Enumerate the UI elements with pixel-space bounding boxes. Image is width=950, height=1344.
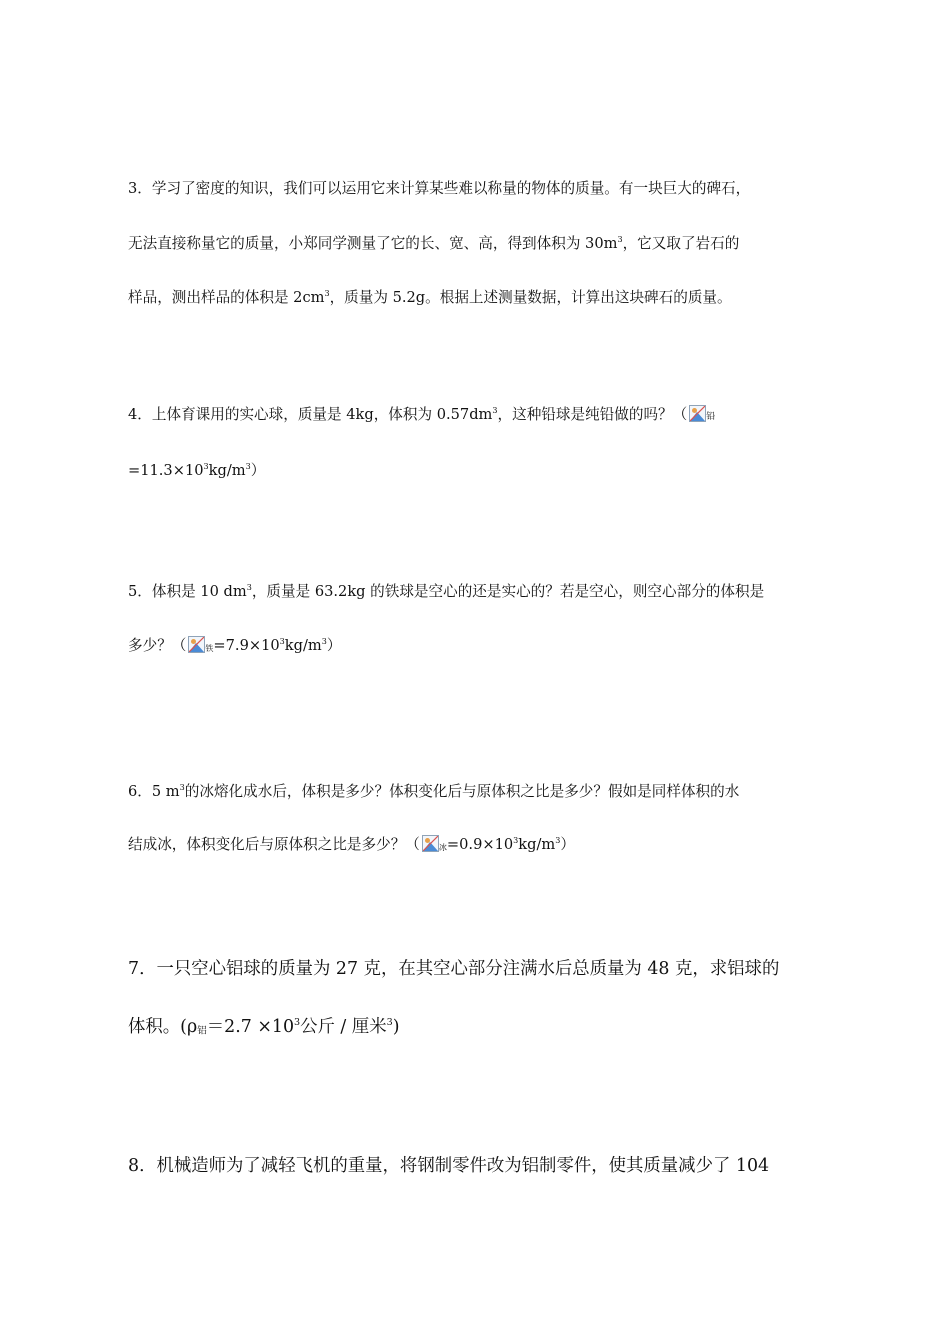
q5-superscript: 3 — [246, 582, 252, 592]
density-subscript-ice: 冰 — [438, 843, 447, 853]
q5-text-2a: 多少？（ — [128, 637, 187, 654]
image-placeholder-icon — [689, 405, 706, 422]
q7-text-2b: ＝2.7 ×10 — [206, 1017, 295, 1037]
q6-superscript: 3 — [555, 835, 561, 845]
q3-line-2 — [128, 232, 739, 253]
q5-text-1a: 5．体积是 10 dm — [128, 583, 247, 600]
q8-line-1 — [128, 1151, 769, 1176]
q3-text-1: 3．学习了密度的知识，我们可以运用它来计算某些难以称量的物体的质量。有一块巨大的碑石， — [128, 180, 751, 197]
image-placeholder-icon — [422, 835, 439, 852]
q7-line-2 — [128, 1012, 400, 1037]
q5-text-2c: kg/m — [284, 637, 322, 654]
q4-superscript: 3 — [203, 461, 209, 471]
q6-superscript: 3 — [513, 835, 519, 845]
q3-text-2b: ，它又取了岩石的 — [622, 235, 740, 252]
density-subscript-lead: 铅 — [706, 412, 716, 422]
q5-text-1b: ，质量是 63.2kg 的铁球是空心的还是实心的？若是空心，则空心部分的体积是 — [251, 583, 765, 600]
q7-text-2c: 公斤 / 厘米 — [300, 1017, 387, 1037]
q5-superscript: 3 — [279, 636, 285, 646]
q3-text-2a: 无法直接称量它的质量，小郑同学测量了它的长、宽、高，得到体积为 30m — [128, 235, 618, 252]
q4-text-1b: ，这种铅球是纯铅做的吗？（ — [497, 406, 688, 423]
q4-text-2b: kg/m — [208, 462, 246, 479]
q7-text-2d: ) — [392, 1017, 400, 1037]
q5-line-1 — [128, 580, 764, 601]
image-placeholder-icon — [188, 636, 205, 653]
q4-text-2a: =11.3×10 — [128, 462, 204, 479]
q6-line-1 — [128, 780, 739, 801]
density-subscript-aluminum: 铝 — [197, 1025, 207, 1037]
q7-text-2a: 体积。(ρ — [128, 1017, 198, 1037]
q6-text-2c: kg/m — [518, 836, 556, 853]
q3-text-3b: ，质量为 5.2g。根据上述测量数据，计算出这块碑石的质量。 — [329, 289, 732, 306]
q7-superscript: 3 — [294, 1016, 301, 1028]
q6-text-2d: ） — [560, 836, 575, 853]
q6-line-2 — [128, 833, 575, 854]
q7-text-1: 7．一只空心铝球的质量为 27 克，在其空心部分注满水后总质量为 48 克，求铝球的 — [128, 959, 780, 979]
density-subscript-iron: 铁 — [205, 644, 214, 654]
q4-line-1 — [128, 403, 715, 424]
q5-superscript: 3 — [321, 636, 327, 646]
q7-line-1 — [128, 954, 779, 979]
q6-text-1b: 的冰熔化成水后，体积是多少？体积变化后与原体积之比是多少？假如是同样体积的水 — [184, 783, 740, 800]
q4-superscript: 3 — [245, 461, 251, 471]
q6-text-2b: =0.9×10 — [446, 836, 514, 853]
q7-superscript: 3 — [386, 1016, 393, 1028]
q5-line-2 — [128, 634, 341, 655]
q4-line-2 — [128, 459, 265, 480]
q8-text-1: 8．机械造师为了减轻飞机的重量，将钢制零件改为铝制零件，使其质量减少了 104 — [128, 1156, 770, 1176]
q6-text-2a: 结成冰，体积变化后与原体积之比是多少？（ — [128, 836, 420, 853]
q4-superscript: 3 — [492, 405, 498, 415]
q3-superscript: 3 — [324, 288, 330, 298]
q5-text-2b: =7.9×10 — [213, 637, 280, 654]
q3-superscript: 3 — [617, 234, 623, 244]
q4-text-1a: 4．上体育课用的实心球，质量是 4kg，体积为 0.57dm — [128, 406, 493, 423]
q3-line-1 — [128, 177, 750, 198]
q4-text-2c: ） — [250, 462, 266, 479]
q6-text-1a: 6．5 m — [128, 783, 180, 800]
q6-superscript: 3 — [179, 782, 185, 792]
q3-line-3 — [128, 286, 732, 307]
q3-text-3a: 样品，测出样品的体积是 2cm — [128, 289, 325, 306]
q5-text-2d: ） — [326, 637, 342, 654]
